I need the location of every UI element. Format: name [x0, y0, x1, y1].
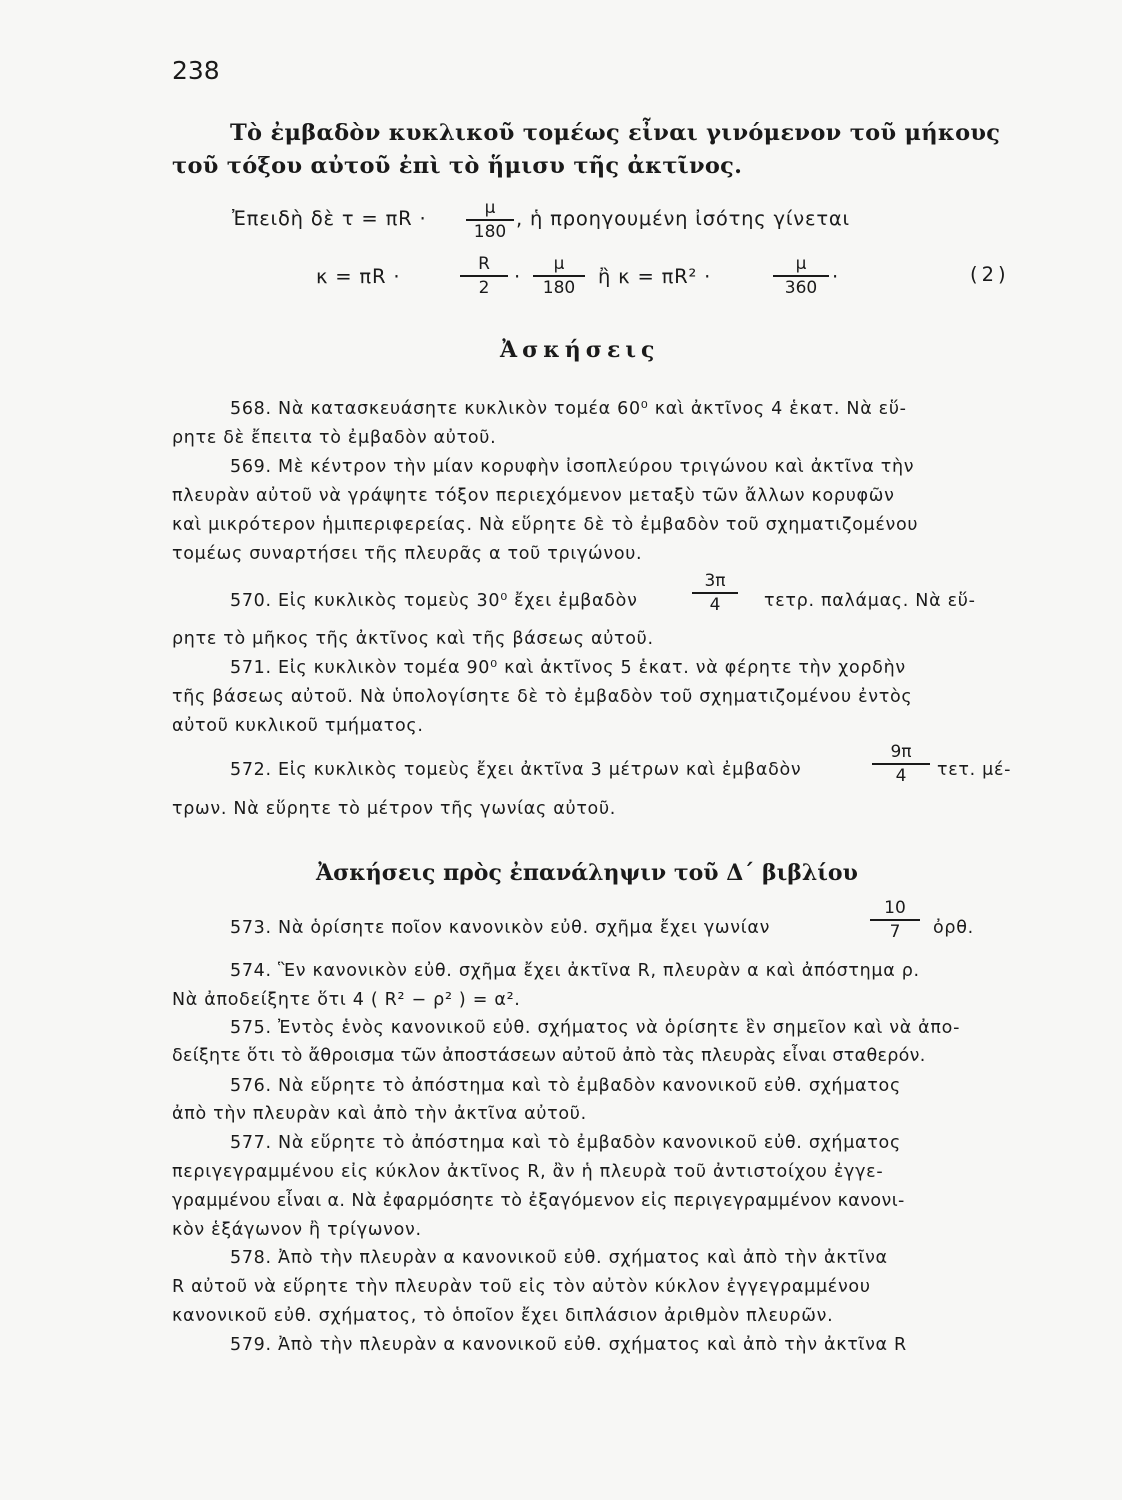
formula-2-middle: ἢ κ = πR² ·: [598, 265, 712, 288]
fraction-numerator: μ: [553, 254, 565, 274]
exercise-578-line-1: 578. Ἀπὸ τὴν πλευρὰν α κανονικοῦ εὐθ. σχήματος καὶ ἀπὸ τὴν ἀκτῖνα: [230, 1248, 888, 1268]
exercise-569-line-2: πλευρὰν αὐτοῦ νὰ γράψητε τόξον περιεχόμενον μεταξὺ τῶν ἄλλων κορυφῶν: [172, 486, 895, 506]
fraction-numerator: R: [478, 254, 490, 274]
fraction-bar: [460, 275, 508, 277]
formula-1-lead: Ἐπειδὴ δὲ τ = πR ·: [232, 207, 427, 230]
fraction-numerator: μ: [795, 254, 807, 274]
fraction-denominator: 360: [784, 277, 818, 298]
exercise-578-line-2: R αὐτοῦ νὰ εὕρητε τὴν πλευρὰν τοῦ εἰς τὸν αὐτὸν κύκλον ἐγγεγραμμένου: [172, 1277, 871, 1297]
exercise-577-line-3: γραμμένου εἶναι α. Νὰ ἐφαρμόσητε τὸ ἐξαγόμενον εἰς περιγεγραμμένον κανονι-: [172, 1191, 905, 1211]
exercise-571-line-1: 571. Εἰς κυκλικὸν τομέα 90⁰ καὶ ἀκτῖνος 5 ἑκατ. νὰ φέρητε τὴν χορδὴν: [230, 658, 906, 678]
exercise-569-line-3: καὶ μικρότερον ἡμιπεριφερείας. Νὰ εὕρητε δὲ τὸ ἐμβαδὸν τοῦ σχηματιζομένου: [172, 515, 919, 535]
fraction-bar: [773, 275, 829, 277]
fraction-denominator: 180: [542, 277, 576, 298]
exercise-571-line-2: τῆς βάσεως αὐτοῦ. Νὰ ὑπολογίσητε δὲ τὸ ἐμβαδὸν τοῦ σχηματιζομένου ἐντὸς: [172, 687, 913, 707]
fraction-denominator: 7: [889, 921, 901, 942]
formula-2-fraction-a: [460, 254, 508, 298]
fraction-bar: [533, 275, 585, 277]
theorem-line-1: Τὸ ἐμβαδὸν κυκλικοῦ τομέως εἶναι γινόμενον τοῦ μήκους: [230, 120, 1001, 146]
fraction-denominator: 180: [473, 221, 507, 242]
exercise-577-line-1: 577. Νὰ εὕρητε τὸ ἀπόστημα καὶ τὸ ἐμβαδὸν κανονικοῦ εὐθ. σχήματος: [230, 1133, 901, 1153]
fraction-denominator: 4: [895, 765, 907, 786]
formula-1-tail: , ἡ προηγουμένη ἰσότης γίνεται: [516, 207, 850, 230]
exercise-569-line-1: 569. Μὲ κέντρον τὴν μίαν κορυφὴν ἰσοπλεύρου τριγώνου καὶ ἀκτῖνα τὴν: [230, 457, 915, 477]
formula-2-lead: κ = πR ·: [316, 265, 401, 288]
exercise-572-tail: τετ. μέ-: [937, 760, 1012, 780]
exercise-573-lead: 573. Νὰ ὁρίσητε ποῖον κανονικὸν εὐθ. σχῆμα ἔχει γωνίαν: [230, 918, 771, 938]
exercise-575-line-2: δείξητε ὅτι τὸ ἄθροισμα τῶν ἀποστάσεων αὐτοῦ ἀπὸ τὰς πλευρὰς εἶναι σταθερόν.: [172, 1046, 926, 1066]
exercise-569-line-4: τομέως συναρτήσει τῆς πλευρᾶς α τοῦ τριγώνου.: [172, 544, 643, 564]
exercise-576-line-2: ἀπὸ τὴν πλευρὰν καὶ ἀπὸ τὴν ἀκτῖνα αὐτοῦ.: [172, 1104, 587, 1124]
fraction-denominator: 2: [478, 277, 490, 298]
exercise-570-line-2: ρητε τὸ μῆκος τῆς ἀκτῖνος καὶ τῆς βάσεως αὐτοῦ.: [172, 629, 654, 649]
exercise-576-line-1: 576. Νὰ εὕρητε τὸ ἀπόστημα καὶ τὸ ἐμβαδὸν κανονικοῦ εὐθ. σχήματος: [230, 1076, 901, 1096]
exercise-577-line-2: περιγεγραμμένου εἰς κύκλον ἀκτῖνος R, ἂν ἡ πλευρὰ τοῦ ἀντιστοίχου ἐγγε-: [172, 1162, 884, 1182]
fraction-bar: [466, 219, 514, 221]
formula-2-dot: ·: [514, 265, 521, 288]
fraction-numerator: 3π: [704, 571, 726, 591]
exercise-568-line-1: 568. Νὰ κατασκευάσητε κυκλικὸν τομέα 60⁰ καὶ ἀκτῖνος 4 ἑκατ. Νὰ εὕ-: [230, 399, 907, 419]
formula-2-fraction-c: [773, 254, 829, 298]
fraction-denominator: 4: [709, 594, 721, 615]
exercise-574-line-2: Νὰ ἀποδείξητε ὅτι 4 ( R² − ρ² ) = α².: [172, 990, 521, 1010]
equation-number: (2): [970, 263, 1010, 286]
exercise-572-fraction: [872, 742, 930, 786]
page-number: 238: [172, 56, 220, 85]
exercise-570-fraction: [692, 571, 738, 615]
exercise-573-tail: ὀρθ.: [933, 918, 974, 938]
fraction-numerator: 9π: [890, 742, 912, 762]
exercise-577-line-4: κὸν ἑξάγωνον ἢ τρίγωνον.: [172, 1220, 422, 1240]
exercise-574-line-1: 574. Ἓν κανονικὸν εὐθ. σχῆμα ἔχει ἀκτῖνα R, πλευρὰν α καὶ ἀπόστημα ρ.: [230, 961, 920, 981]
exercise-572-line-2: τρων. Νὰ εὕρητε τὸ μέτρον τῆς γωνίας αὐτοῦ.: [172, 799, 617, 819]
formula-2-fraction-b: [533, 254, 585, 298]
formula-1-fraction: [466, 198, 514, 242]
exercise-570-lead: 570. Εἰς κυκλικὸς τομεὺς 30⁰ ἔχει ἐμβαδὸν: [230, 591, 638, 611]
fraction-bar: [870, 919, 920, 921]
formula-2-end: ·: [832, 265, 839, 288]
exercise-571-line-3: αὐτοῦ κυκλικοῦ τμήματος.: [172, 716, 424, 736]
exercise-572-lead: 572. Εἰς κυκλικὸς τομεὺς ἔχει ἀκτῖνα 3 μέτρων καὶ ἐμβαδὸν: [230, 760, 802, 780]
exercise-575-line-1: 575. Ἐντὸς ἑνὸς κανονικοῦ εὐθ. σχήματος νὰ ὁρίσητε ἓν σημεῖον καὶ νὰ ἀπο-: [230, 1018, 961, 1038]
exercise-570-tail: τετρ. παλάμας. Νὰ εὕ-: [764, 591, 976, 611]
fraction-bar: [872, 763, 930, 765]
fraction-numerator: 10: [884, 898, 906, 918]
exercise-579-line-1: 579. Ἀπὸ τὴν πλευρὰν α κανονικοῦ εὐθ. σχήματος καὶ ἀπὸ τὴν ἀκτῖνα R: [230, 1335, 907, 1355]
fraction-bar: [692, 592, 738, 594]
exercise-573-fraction: [870, 898, 920, 942]
exercise-578-line-3: κανονικοῦ εὐθ. σχήματος, τὸ ὁποῖον ἔχει διπλάσιον ἀριθμὸν πλευρῶν.: [172, 1306, 834, 1326]
section-heading-review: Ἀσκήσεις πρὸς ἐπανάληψιν τοῦ Δ΄ βιβλίου: [316, 860, 858, 886]
exercise-568-line-2: ρητε δὲ ἔπειτα τὸ ἐμβαδὸν αὐτοῦ.: [172, 428, 497, 448]
section-heading-exercises: Ἀσκήσεις: [500, 337, 660, 363]
theorem-line-2: τοῦ τόξου αὐτοῦ ἐπὶ τὸ ἥμισυ τῆς ἀκτῖνος.: [172, 153, 743, 179]
fraction-numerator: μ: [484, 198, 496, 218]
